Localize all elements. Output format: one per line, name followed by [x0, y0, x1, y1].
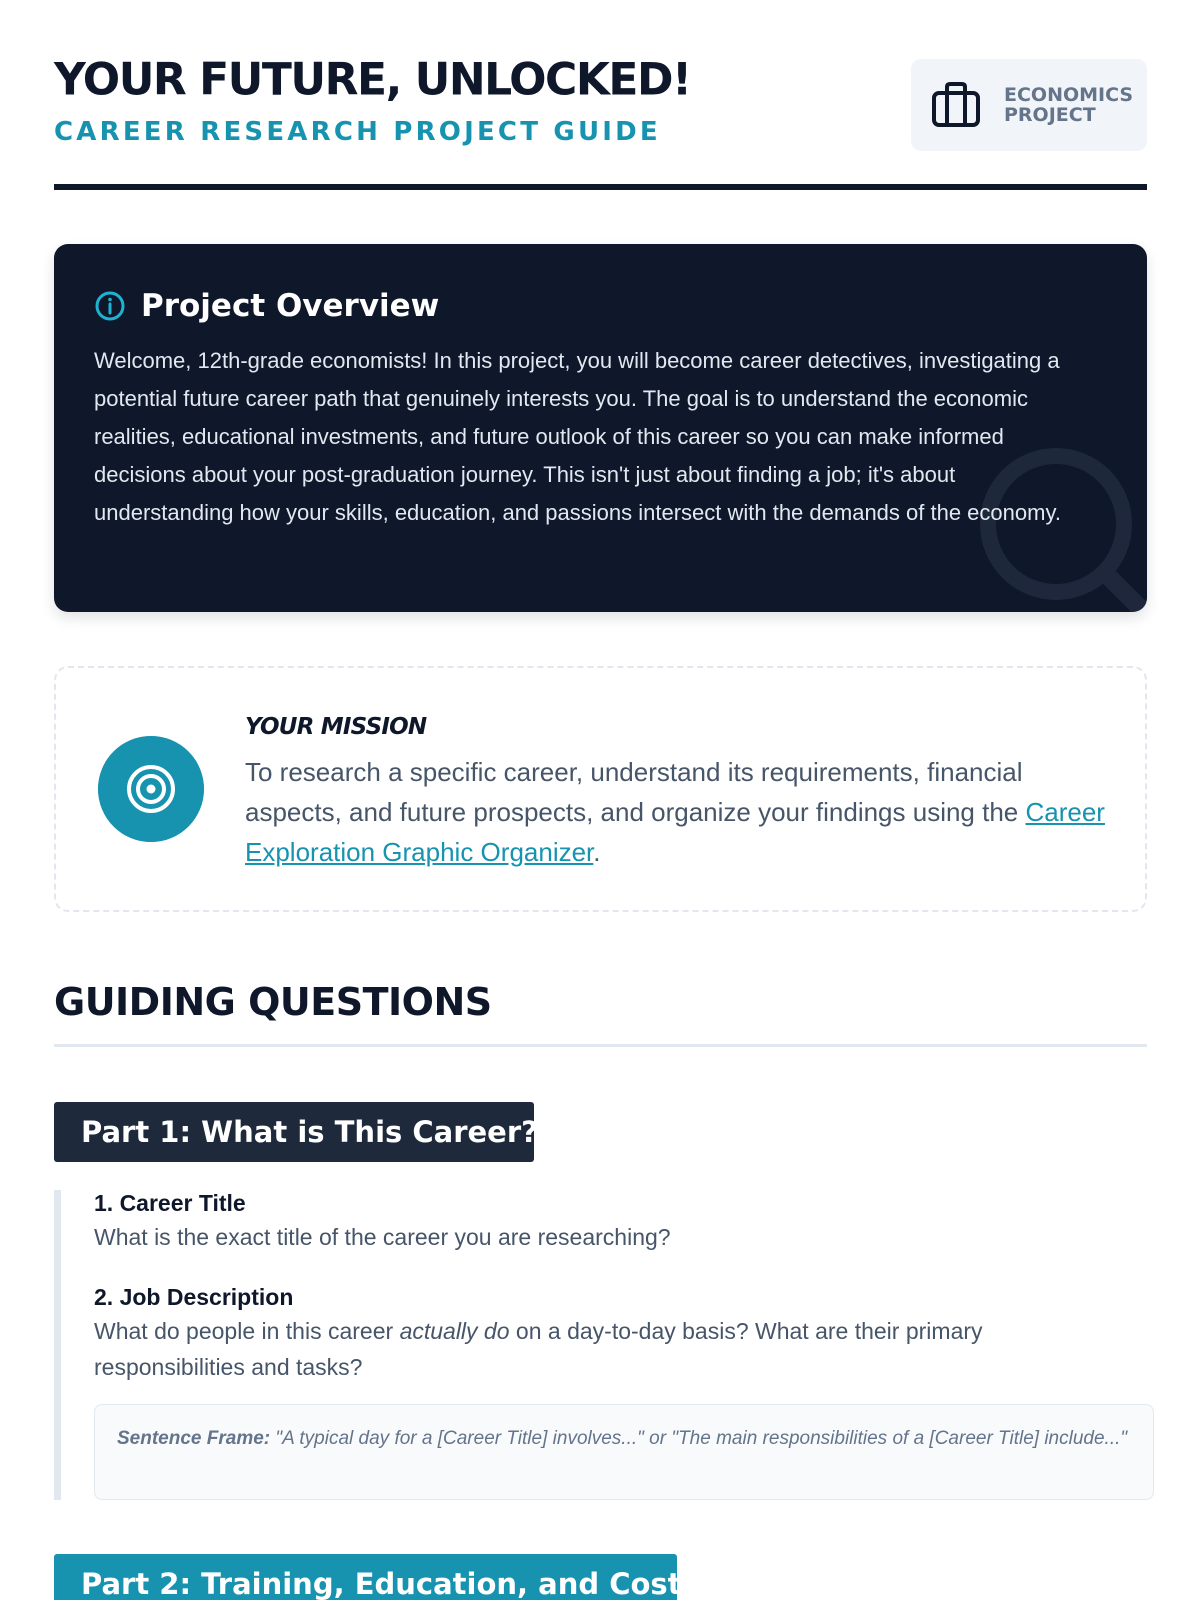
question-text-end: on a day-to-day basis? What are their primary responsibilities and tasks?: [94, 1318, 983, 1380]
target-icon: [98, 736, 204, 842]
briefcase-icon: [931, 81, 981, 127]
page-title: YOUR FUTURE, UNLOCKED!: [54, 53, 691, 106]
mission-card: [54, 666, 1147, 912]
question-text: [94, 1313, 1134, 1385]
subject-badge: [911, 59, 1147, 151]
question-title: 1. Career Title: [94, 1190, 246, 1216]
part-1-questions: [54, 1190, 1147, 1500]
info-icon: [94, 290, 126, 322]
page-subtitle: CAREER RESEARCH PROJECT GUIDE: [54, 117, 661, 147]
question-text-start: What do people in this career: [94, 1318, 400, 1344]
sentence-frame-text: "A typical day for a [Career Title] involves..." or "The main responsibilities of a [Career Title] include...": [270, 1428, 1128, 1449]
section-divider: [54, 1044, 1147, 1047]
question-title: 2. Job Description: [94, 1284, 294, 1310]
guiding-questions-heading: GUIDING QUESTIONS: [54, 980, 492, 1024]
sentence-frame-box: [94, 1404, 1154, 1500]
overview-text: Welcome, 12th-grade economists! In this project, you will become career detectives, investigating a potential future career path that genuinely interests you. The goal is to understand the economic realities, educational investments, and future outlook of this career so you can make informed decisions about your post-graduation journey. This isn't just about finding a job; it's about understanding how your skills, education, and passions intersect with the demands of the economy.: [94, 348, 1061, 525]
badge-line-1: ECONOMICS: [1004, 84, 1134, 106]
question-text: What is the exact title of the career you are researching?: [94, 1224, 671, 1250]
question-text-emphasis: actually do: [399, 1318, 510, 1344]
mission-text-end: .: [593, 837, 601, 867]
part-1-header: Part 1: What is This Career?: [54, 1102, 534, 1162]
sentence-frame-label: Sentence Frame:: [117, 1428, 271, 1449]
badge-text: [1004, 85, 1133, 125]
mission-text-start: To research a specific career, understand its requirements, financial aspects, and future prospects, and organize your findings using the: [245, 757, 1026, 827]
badge-line-2: PROJECT: [1004, 104, 1096, 126]
graphic-organizer-link[interactable]: Career Exploration Graphic Organizer: [245, 797, 1105, 867]
mission-text: [245, 752, 1115, 872]
mission-label: YOUR MISSION: [245, 714, 427, 740]
header-divider: [54, 184, 1147, 190]
part-2-header: Part 2: Training, Education, and Cost: [54, 1554, 677, 1600]
project-overview-card: [54, 244, 1147, 612]
overview-title: Project Overview: [141, 288, 440, 324]
page-header: [54, 54, 1147, 190]
